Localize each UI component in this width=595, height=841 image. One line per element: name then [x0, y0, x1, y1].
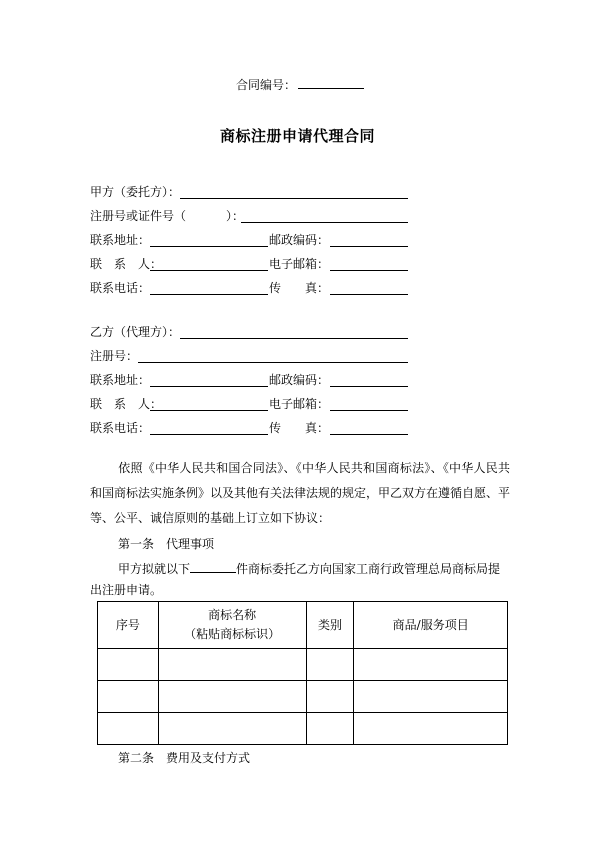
table-cell[interactable] [354, 713, 508, 745]
table-row [98, 649, 508, 681]
party-b-name-blank[interactable] [180, 337, 408, 339]
table-cell[interactable] [158, 681, 306, 713]
party-b-address-blank[interactable] [150, 385, 268, 387]
table-cell[interactable] [306, 649, 354, 681]
party-a-name-row [90, 184, 180, 200]
table-cell[interactable] [158, 649, 306, 681]
party-b-address-row [90, 372, 150, 388]
party-b-name-row [90, 324, 180, 340]
party-a-name-label: 甲方（委托方）： [90, 185, 181, 199]
table-cell[interactable] [354, 681, 508, 713]
contract-number-blank[interactable] [298, 76, 364, 89]
header-trademark-name-line1: 商标名称 [208, 608, 257, 622]
header-class: 类别 [306, 602, 354, 649]
party-a-fax-label: 传 真： [269, 281, 330, 295]
trademark-table [97, 601, 508, 745]
party-b-phone-row [90, 420, 150, 436]
party-a-contact-label: 联 系 人： [90, 257, 163, 271]
table-row [98, 681, 508, 713]
article-2-heading: 第二条 费用及支付方式 [118, 751, 251, 765]
party-a-address-label: 联系地址： [90, 233, 151, 247]
table-cell[interactable] [98, 649, 159, 681]
party-b-address-label: 联系地址： [90, 373, 151, 387]
header-trademark-name [158, 602, 306, 649]
document-title: 商标注册申请代理合同 [219, 127, 375, 145]
party-a-email-label: 电子邮箱： [269, 257, 330, 271]
article-1-text-before: 甲方拟就以下 [118, 562, 191, 576]
party-a-email-blank[interactable] [330, 269, 408, 271]
trademark-count-blank[interactable] [190, 560, 236, 573]
party-a-address-row [90, 232, 150, 248]
party-b-reg-label: 注册号： [90, 349, 139, 363]
article-1-text [118, 560, 500, 577]
article-1-text-after: 件商标委托乙方向国家工商行政管理总局商标局提 [236, 562, 501, 576]
preamble-text: 依照《中华人民共和国合同法》、《中华人民共和国商标法》、《中华人民共和国商标法实施条例》以及其他有关法律法规的规定，甲乙双方在遵循自愿、平等、公平、诚信原则的基础上订立如下协议： [90, 461, 511, 525]
party-a-fax-blank[interactable] [330, 293, 408, 295]
party-b-postcode-blank[interactable] [330, 385, 408, 387]
party-a-phone-label: 联系电话： [90, 281, 151, 295]
party-b-reg-blank[interactable] [138, 361, 408, 363]
party-a-reg-label: 注册号或证件号（ [90, 209, 187, 223]
party-b-fax-blank[interactable] [330, 433, 408, 435]
party-a-phone-row [90, 280, 150, 296]
party-a-contact-blank[interactable] [150, 269, 268, 271]
header-goods-services: 商品/服务项目 [354, 602, 508, 649]
party-b-phone-label: 联系电话： [90, 421, 151, 435]
party-b-phone-blank[interactable] [150, 433, 268, 435]
party-b-postcode-label: 邮政编码： [269, 373, 330, 387]
table-row [98, 713, 508, 745]
article-1-heading: 第一条 代理事项 [118, 537, 215, 551]
party-a-postcode-blank[interactable] [330, 245, 408, 247]
table-cell[interactable] [98, 681, 159, 713]
table-cell[interactable] [306, 713, 354, 745]
preamble-paragraph [90, 456, 510, 531]
table-cell[interactable] [354, 649, 508, 681]
table-cell[interactable] [98, 713, 159, 745]
party-a-postcode-label: 邮政编码： [269, 233, 330, 247]
article-1-text-cont: 出注册申请。 [90, 583, 163, 597]
contract-number-label: 合同编号： [236, 78, 297, 92]
party-b-email-label: 电子邮箱： [269, 397, 330, 411]
party-a-reg-row [90, 208, 186, 224]
header-index: 序号 [98, 602, 159, 649]
table-cell[interactable] [306, 681, 354, 713]
party-b-name-label: 乙方（代理方）： [90, 325, 181, 339]
party-a-reg-label-end: ）： [226, 209, 245, 223]
table-cell[interactable] [158, 713, 306, 745]
header-trademark-name-line2: （粘贴商标标识） [184, 627, 281, 641]
party-b-contact-label: 联 系 人： [90, 397, 163, 411]
party-a-address-blank[interactable] [150, 245, 268, 247]
table-header-row [98, 602, 508, 649]
party-b-fax-label: 传 真： [269, 421, 330, 435]
party-b-email-blank[interactable] [330, 409, 408, 411]
contract-number [236, 76, 364, 93]
party-b-reg-row [90, 348, 138, 364]
party-a-phone-blank[interactable] [150, 293, 268, 295]
party-a-reg-blank[interactable] [241, 221, 408, 223]
party-a-name-blank[interactable] [180, 197, 408, 199]
party-b-contact-blank[interactable] [150, 409, 268, 411]
